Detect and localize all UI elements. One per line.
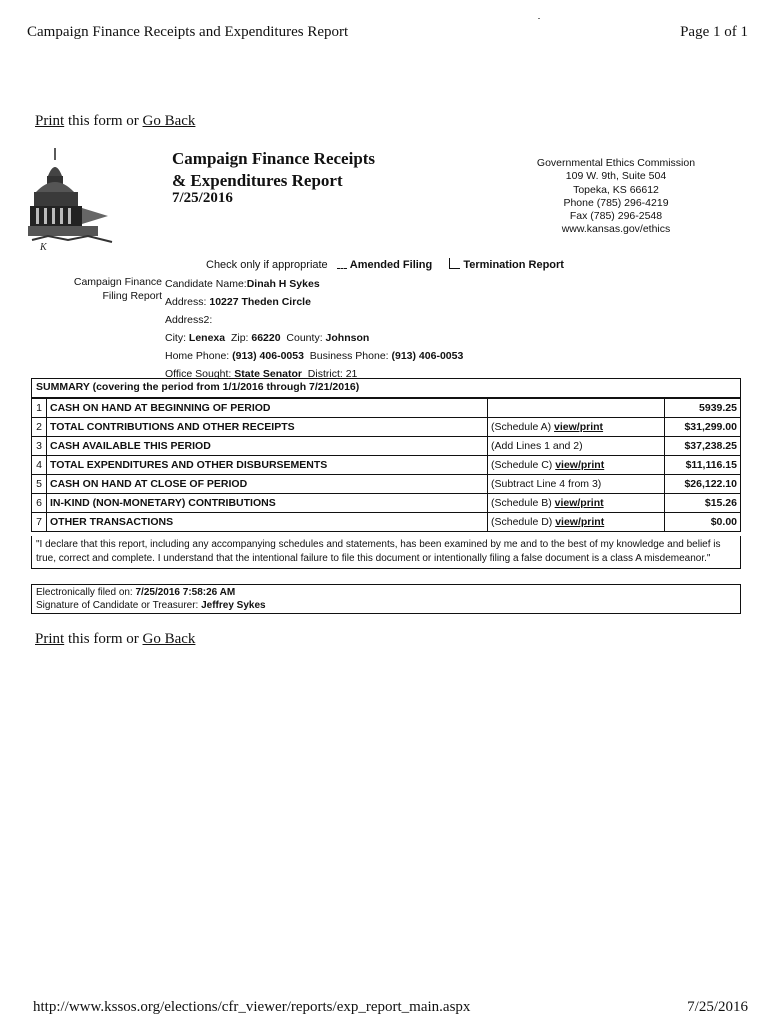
amended-label: Amended Filing [349,259,433,271]
filed-label: Electronically filed on: [36,587,136,598]
row-label: IN-KIND (NON-MONETARY) CONTRIBUTIONS [47,494,488,513]
termination-checkbox[interactable] [449,258,460,269]
filing-section-label-2: Filing Report [102,290,162,302]
row-label: CASH ON HAND AT BEGINNING OF PERIOD [47,399,488,418]
row-amount: $31,299.00 [665,418,741,437]
schedule-text: (Schedule B) [491,497,555,509]
row-schedule [488,456,665,475]
candidate-block [165,275,463,383]
speck [538,18,540,19]
business-phone: (913) 406-0053 [391,350,464,362]
candidate-city-row [165,329,463,347]
row-schedule [488,494,665,513]
check-row [206,258,564,271]
row-number: 4 [32,456,47,475]
nav-middle-text-bottom: this form or [64,631,143,647]
summary-row [32,418,740,437]
row-number: 5 [32,475,47,494]
print-link-bottom[interactable]: Print [35,631,65,647]
schedule-text: (Subtract Line 4 from 3) [491,478,602,490]
row-label: TOTAL CONTRIBUTIONS AND OTHER RECEIPTS [47,418,488,437]
county-label: County: [286,332,326,344]
office-label: Office Sought: [165,368,235,380]
schedule-text: (Add Lines 1 and 2) [491,440,583,452]
row-schedule [488,418,665,437]
nav-top [35,113,195,130]
report-date: 7/25/2016 [172,190,233,206]
summary-heading: SUMMARY (covering the period from 1/1/2016 through 7/21/2016) [32,379,740,398]
view-print-link[interactable]: view/print [555,516,605,528]
agency-address2: Topeka, KS 66612 [573,183,659,196]
report-title-line1: Campaign Finance Receipts [172,149,376,168]
city-label: City: [165,332,189,344]
office-sought: State Senator [234,368,302,380]
agency-address1: 109 W. 9th, Suite 504 [565,170,667,183]
address-label: Address: [165,296,210,308]
candidate-city: Lenexa [188,332,226,344]
agency-name: Governmental Ethics Commission [536,157,696,169]
view-print-link[interactable]: view/print [554,497,604,509]
check-prompt: Check only if appropriate [206,259,328,271]
row-amount: $0.00 [665,513,741,532]
filing-section-label-1: Campaign Finance [73,276,162,288]
summary-row [32,456,740,475]
schedule-text: (Schedule A) [491,421,555,433]
row-amount: $26,122.10 [665,475,741,494]
filed-row [36,586,736,599]
candidate-address: 10227 Theden Circle [209,296,311,308]
nav-bottom [35,631,195,648]
summary-rows [32,398,740,531]
amended-checkbox[interactable] [337,258,347,269]
row-number: 2 [32,418,47,437]
row-amount: $15.26 [665,494,741,513]
row-schedule [488,513,665,532]
agency-block [500,157,732,237]
signature-block [31,584,741,614]
candidate-address2-row [165,311,463,329]
summary-row [32,437,740,456]
row-number: 1 [32,399,47,418]
candidate-phone-row [165,347,463,365]
print-header-page: Page 1 of 1 [680,24,748,40]
view-print-link[interactable]: view/print [554,421,604,433]
declaration-text: "I declare that this report, including any accompanying schedules and statements, has been examined by me and to the best of my knowledge and belief is true, correct and complete. I understand that the intentional failure to file this document or intentionally filing a false document is a class A misdemeanor." [31,536,741,569]
summary-row [32,513,740,532]
business-phone-label: Business Phone: [309,350,392,362]
termination-label: Termination Report [463,259,564,271]
row-schedule [488,399,665,418]
summary-row [32,494,740,513]
schedule-text: (Schedule C) [491,459,556,471]
signature-row [36,599,736,612]
print-link[interactable]: Print [35,113,65,129]
go-back-link[interactable]: Go Back [142,113,196,129]
candidate-county: Johnson [325,332,370,344]
row-number: 7 [32,513,47,532]
report-title-line2: & Expenditures Report [172,171,343,190]
go-back-link-bottom[interactable]: Go Back [142,631,196,647]
address2-label: Address2: [165,314,213,326]
summary-table [31,378,741,532]
signature-label: Signature of Candidate or Treasurer: [36,600,202,611]
candidate-name: Dinah H Sykes [246,278,320,290]
row-label: OTHER TRANSACTIONS [47,513,488,532]
view-print-link[interactable]: view/print [555,459,605,471]
row-label: CASH ON HAND AT CLOSE OF PERIOD [47,475,488,494]
row-number: 6 [32,494,47,513]
row-schedule [488,437,665,456]
candidate-zip: 66220 [251,332,281,344]
district-label: District: [307,368,346,380]
district: 21 [345,368,358,380]
candidate-address-row [165,293,463,311]
agency-phone: Phone (785) 296-4219 [563,196,669,209]
print-footer-date: 7/25/2016 [687,999,748,1015]
nav-middle-text: this form or [64,113,143,129]
row-number: 3 [32,437,47,456]
kansas-capitol-seal-icon [28,146,120,254]
summary-row [32,399,740,418]
print-header-title: Campaign Finance Receipts and Expenditures Report [27,24,349,40]
filing-section-label [66,275,162,303]
row-schedule [488,475,665,494]
candidate-name-label: Candidate Name: [165,278,247,290]
agency-fax: Fax (785) 296-2548 [569,210,663,223]
summary-row [32,475,740,494]
zip-label: Zip: [230,332,252,344]
row-label: CASH AVAILABLE THIS PERIOD [47,437,488,456]
row-amount: $37,238.25 [665,437,741,456]
svg-text:K: K [40,242,47,253]
row-amount: $11,116.15 [665,456,741,475]
agency-website: www.kansas.gov/ethics [561,223,671,236]
signature-name: Jeffrey Sykes [201,600,266,611]
row-label: TOTAL EXPENDITURES AND OTHER DISBURSEMENTS [47,456,488,475]
home-phone-label: Home Phone: [165,350,233,362]
row-amount: 5939.25 [665,399,741,418]
print-footer-url: http://www.kssos.org/elections/cfr_viewer/reports/exp_report_main.aspx [33,999,471,1015]
filed-timestamp: 7/25/2016 7:58:26 AM [135,587,236,598]
report-title [172,148,375,192]
candidate-name-row [165,275,463,293]
home-phone: (913) 406-0053 [232,350,304,362]
schedule-text: (Schedule D) [491,516,556,528]
